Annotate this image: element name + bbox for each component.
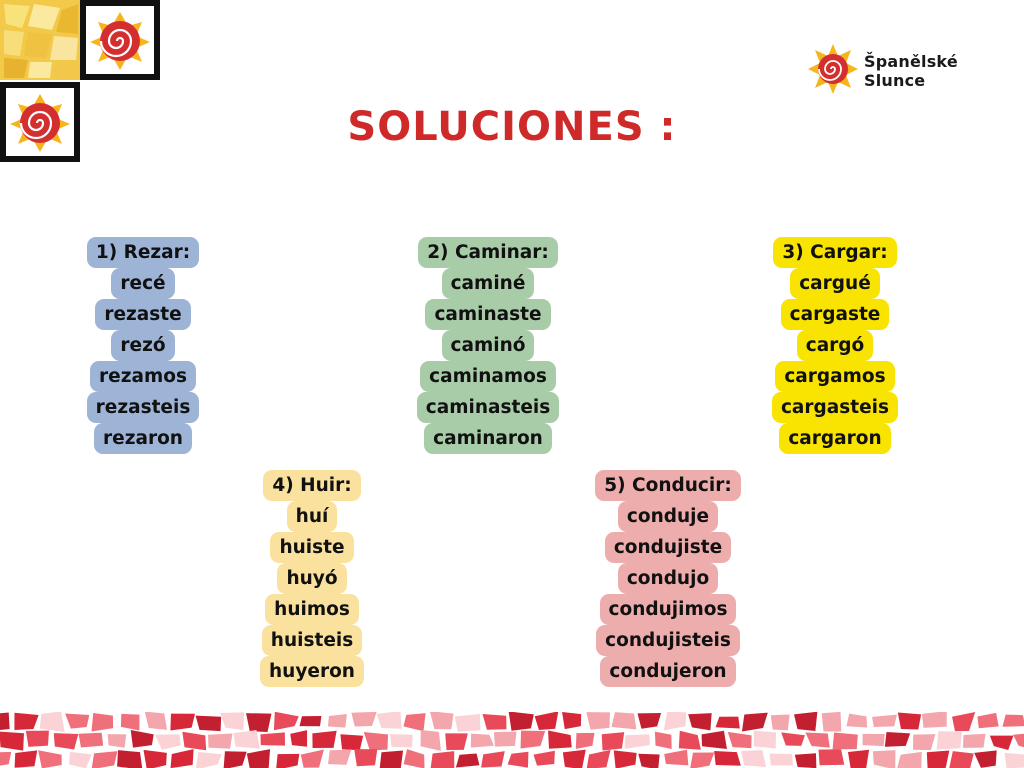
card-cargar-form: cargó <box>797 330 874 361</box>
mosaic-tile <box>196 716 222 732</box>
mosaic-tile <box>963 734 985 748</box>
card-rezar-form: rezamos <box>90 361 196 392</box>
card-huir-form: huimos <box>265 594 359 625</box>
mosaic-tile <box>937 731 962 750</box>
card-cargar-form: cargamos <box>775 361 894 392</box>
brand-logo <box>806 42 986 98</box>
brand-name <box>864 52 958 90</box>
sun-spiral-icon <box>806 42 860 96</box>
card-huir-form: huisteis <box>262 625 362 656</box>
mosaic-tile <box>770 754 793 766</box>
mosaic-tile <box>328 714 347 728</box>
mosaic-tile <box>117 750 142 768</box>
mosaic-tile <box>922 712 947 728</box>
card-cargar-header: 3) Cargar: <box>773 237 896 268</box>
mosaic-tile <box>340 734 363 750</box>
mosaic-tile <box>234 730 260 749</box>
mosaic-tile <box>208 734 232 749</box>
card-huir-form: huyeron <box>260 656 364 687</box>
mosaic-tile <box>562 712 581 729</box>
mosaic-tile <box>754 731 776 749</box>
brand-name-line1: Španělské <box>864 52 958 71</box>
card-conducir-form: condujisteis <box>596 625 740 656</box>
mosaic-tile <box>455 714 481 732</box>
card-cargar-form: cargasteis <box>772 392 898 423</box>
mosaic-tile <box>390 734 413 747</box>
mosaic-tile <box>795 753 817 768</box>
mosaic-tile <box>299 716 321 726</box>
card-conducir-form: conduje <box>618 501 718 532</box>
card-conducir-form: condujo <box>618 563 718 594</box>
mosaic-tile <box>612 712 637 729</box>
mosaic-tile <box>354 749 377 766</box>
mosaic-tile <box>771 715 790 731</box>
mosaic-tile <box>260 732 285 745</box>
card-caminar-form: caminaron <box>424 423 552 454</box>
mosaic-tile <box>716 717 740 729</box>
brand-name-line2: Slunce <box>864 71 926 90</box>
card-caminar-header: 2) Caminar: <box>418 237 558 268</box>
mosaic-tile <box>638 754 659 768</box>
mosaic-tile <box>949 751 974 768</box>
mosaic-tile <box>833 732 858 749</box>
card-huir-form: huyó <box>277 563 346 594</box>
mosaic-tile <box>1004 753 1024 768</box>
mosaic-tile <box>456 753 480 767</box>
mosaic-tile <box>15 750 38 767</box>
card-rezar-form: recé <box>111 268 174 299</box>
card-rezar-form: rezaron <box>94 423 192 454</box>
card-caminar-form: caminé <box>442 268 535 299</box>
mosaic-tile <box>0 712 10 731</box>
mosaic-tile <box>1002 715 1024 727</box>
card-huir-form: huí <box>287 501 338 532</box>
card-huir <box>254 470 370 687</box>
card-rezar-form: rezaste <box>95 299 190 330</box>
card-cargar-form: cargaste <box>781 299 890 330</box>
mosaic-tile <box>246 713 271 732</box>
mosaic-tile <box>494 731 517 746</box>
card-rezar <box>78 237 208 454</box>
card-caminar-form: caminamos <box>420 361 556 392</box>
mosaic-border <box>0 712 1024 768</box>
card-cargar <box>764 237 906 454</box>
card-rezar-form: rezó <box>111 330 174 361</box>
page-title: SOLUCIONES : <box>347 104 677 150</box>
mosaic-tile <box>848 750 869 768</box>
card-rezar-header: 1) Rezar: <box>87 237 199 268</box>
card-conducir <box>583 470 753 687</box>
mosaic-tile <box>312 731 336 748</box>
mosaic-tile <box>927 750 950 768</box>
card-conducir-form: condujimos <box>600 594 737 625</box>
card-conducir-form: condujiste <box>605 532 731 563</box>
mosaic-tile <box>563 750 586 768</box>
card-caminar <box>406 237 570 454</box>
card-caminar-form: caminó <box>442 330 535 361</box>
mosaic-tile <box>863 734 885 746</box>
mosaic-tile <box>818 749 844 765</box>
card-conducir-header: 5) Conducir: <box>595 470 740 501</box>
mosaic-tile <box>741 750 766 767</box>
mosaic-tile <box>794 712 817 731</box>
card-caminar-form: caminaste <box>425 299 550 330</box>
mosaic-tile <box>26 731 49 747</box>
mosaic-tile <box>714 751 741 766</box>
card-conducir-form: condujeron <box>600 656 735 687</box>
mosaic-tile <box>431 751 455 768</box>
mosaic-tile <box>79 733 104 748</box>
mosaic-tile <box>898 712 921 729</box>
card-cargar-form: cargué <box>790 268 880 299</box>
mosaic-tile <box>509 712 534 731</box>
card-caminar-form: caminasteis <box>417 392 559 423</box>
mosaic-tile <box>143 750 166 768</box>
mosaic-tile <box>586 712 610 729</box>
card-huir-header: 4) Huir: <box>263 470 360 501</box>
card-cargar-form: cargaron <box>779 423 890 454</box>
card-rezar-form: rezasteis <box>87 392 200 423</box>
mosaic-tile <box>380 751 403 768</box>
mosaic-tile <box>822 712 842 732</box>
mosaic-tile <box>40 712 65 732</box>
mosaic-tile <box>602 732 625 750</box>
card-huir-form: huiste <box>270 532 353 563</box>
